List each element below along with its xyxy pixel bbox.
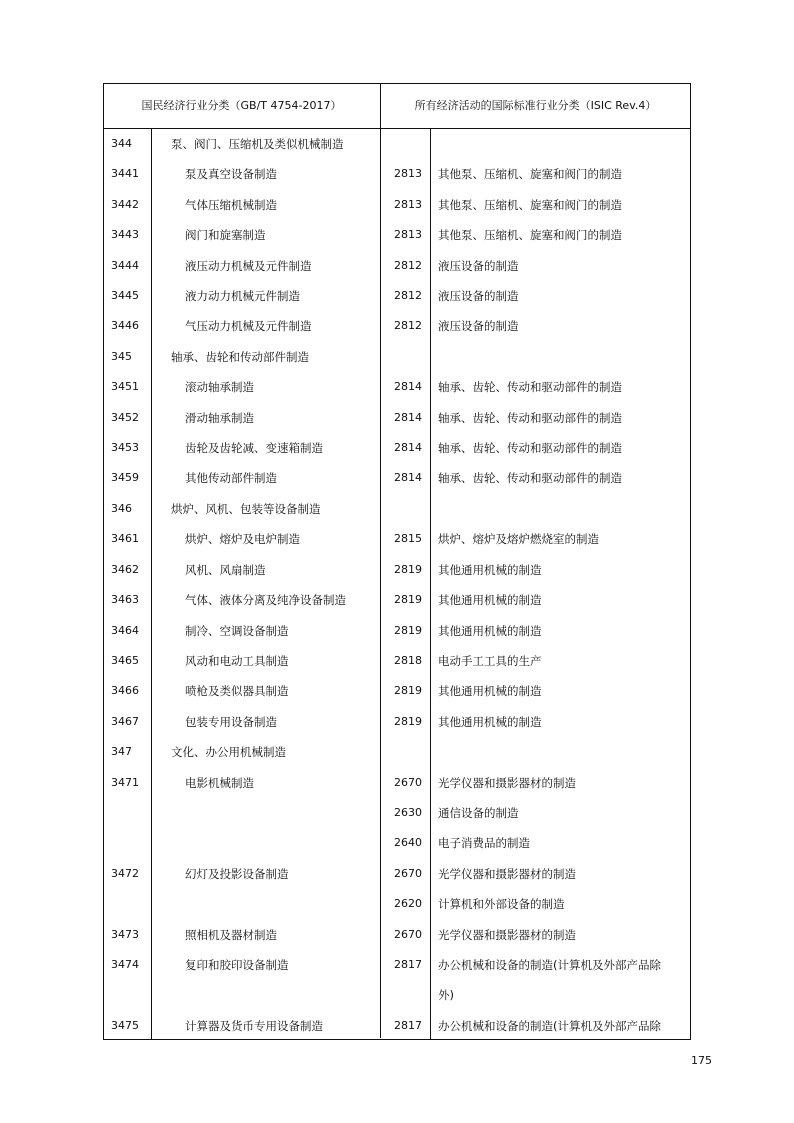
isic-name: 液压设备的制造 <box>438 289 519 304</box>
gb-name: 齿轮及齿轮减、变速箱制造 <box>185 441 323 456</box>
table-row <box>103 494 691 524</box>
isic-code: 2817 <box>394 1018 423 1032</box>
isic-name: 其他通用机械的制造 <box>438 593 542 608</box>
table-row <box>103 372 691 402</box>
table-row <box>103 920 691 950</box>
gb-code: 3472 <box>111 866 139 880</box>
page-number: 175 <box>691 1054 712 1067</box>
gb-name: 滑动轴承制造 <box>185 410 254 425</box>
table-row <box>103 768 691 798</box>
gb-code: 3451 <box>111 380 139 394</box>
isic-name: 其他通用机械的制造 <box>438 684 542 699</box>
table-header <box>103 83 691 129</box>
gb-code: 3453 <box>111 441 139 455</box>
gb-name: 烘炉、熔炉及电炉制造 <box>185 532 300 547</box>
table-row <box>103 707 691 737</box>
isic-name: 光学仪器和摄影器材的制造 <box>438 866 577 881</box>
isic-code: 2630 <box>394 805 423 819</box>
isic-code: 2814 <box>394 441 423 455</box>
table-row <box>103 524 691 554</box>
isic-name <box>430 342 691 372</box>
gb-code: 3474 <box>111 957 139 971</box>
table-row <box>103 980 691 1010</box>
table-row <box>103 311 691 341</box>
table-row <box>103 159 691 189</box>
gb-name: 幻灯及投影设备制造 <box>185 866 289 881</box>
table-row <box>103 798 691 828</box>
gb-code <box>103 828 151 858</box>
table-body <box>103 129 691 1042</box>
table-row <box>103 129 691 160</box>
isic-code <box>380 980 430 1010</box>
table-row <box>103 190 691 220</box>
gb-name: 液力动力机械元件制造 <box>185 289 300 304</box>
gb-code: 3459 <box>111 471 139 485</box>
isic-name: 其他通用机械的制造 <box>438 562 542 577</box>
gb-name: 照相机及器材制造 <box>185 927 277 942</box>
isic-code: 2640 <box>394 836 423 850</box>
table-row <box>103 828 691 858</box>
gb-name: 计算器及货币专用设备制造 <box>185 1018 323 1033</box>
isic-name: 其他通用机械的制造 <box>438 623 542 638</box>
header-right: 所有经济活动的国际标准行业分类（ISIC Rev.4） <box>380 83 691 129</box>
isic-name: 其他通用机械的制造 <box>438 714 542 729</box>
gb-code <box>103 980 151 1010</box>
isic-code: 2818 <box>394 653 423 667</box>
gb-code: 3466 <box>111 684 139 698</box>
table-row <box>103 859 691 889</box>
isic-name: 计算机和外部设备的制造 <box>438 897 565 912</box>
isic-name: 轴承、齿轮、传动和驱动部件的制造 <box>438 410 623 425</box>
gb-code: 347 <box>111 745 132 759</box>
gb-code: 3473 <box>111 927 139 941</box>
gb-code: 3463 <box>111 593 139 607</box>
isic-name: 轴承、齿轮、传动和驱动部件的制造 <box>438 471 623 486</box>
table-row <box>103 220 691 250</box>
isic-name: 通信设备的制造 <box>438 805 519 820</box>
gb-code: 3462 <box>111 562 139 576</box>
isic-code: 2814 <box>394 380 423 394</box>
table-row <box>103 342 691 372</box>
gb-code: 3452 <box>111 410 139 424</box>
gb-code: 3475 <box>111 1018 139 1032</box>
gb-name: 泵、阀门、压缩机及类似机械制造 <box>171 137 344 151</box>
table-row <box>103 737 691 767</box>
isic-name: 其他泵、压缩机、旋塞和阀门的制造 <box>438 167 623 182</box>
isic-name <box>430 494 691 524</box>
isic-name: 光学仪器和摄影器材的制造 <box>438 775 577 790</box>
gb-name: 气体、液体分离及纯净设备制造 <box>185 593 346 608</box>
header-left: 国民经济行业分类（GB/T 4754-2017） <box>103 83 380 129</box>
isic-name: 轴承、齿轮、传动和驱动部件的制造 <box>438 441 623 456</box>
gb-name: 滚动轴承制造 <box>185 380 254 395</box>
classification-table <box>103 83 691 1041</box>
gb-name <box>151 798 380 828</box>
isic-name <box>430 737 691 767</box>
isic-name: 液压设备的制造 <box>438 319 519 334</box>
gb-name: 烘炉、风机、包装等设备制造 <box>171 501 321 516</box>
gb-name <box>151 889 380 919</box>
table-row <box>103 433 691 463</box>
table-row <box>103 585 691 615</box>
gb-code: 3465 <box>111 653 139 667</box>
gb-code: 3464 <box>111 623 139 637</box>
table-row <box>103 950 691 980</box>
table-row <box>103 1011 691 1041</box>
gb-name: 气压动力机械及元件制造 <box>185 319 312 334</box>
isic-name: 烘炉、熔炉及熔炉燃烧室的制造 <box>438 532 600 547</box>
gb-code: 3444 <box>111 258 139 272</box>
isic-code: 2670 <box>394 866 423 880</box>
gb-name: 泵及真空设备制造 <box>185 167 277 182</box>
gb-code: 3446 <box>111 319 139 333</box>
gb-code: 3442 <box>111 197 139 211</box>
gb-name: 其他传动部件制造 <box>185 471 277 486</box>
table-row <box>103 251 691 281</box>
table-row <box>103 616 691 646</box>
isic-code: 2813 <box>394 197 423 211</box>
isic-name: 电子消费品的制造 <box>438 836 531 851</box>
gb-name: 包装专用设备制造 <box>185 714 277 729</box>
isic-name: 其他泵、压缩机、旋塞和阀门的制造 <box>438 228 623 243</box>
isic-code: 2817 <box>394 957 423 971</box>
isic-name: 轴承、齿轮、传动和驱动部件的制造 <box>438 380 623 395</box>
gb-code: 3467 <box>111 714 139 728</box>
gb-name <box>151 828 380 858</box>
isic-code: 2812 <box>394 319 423 333</box>
gb-name: 轴承、齿轮和传动部件制造 <box>171 349 309 364</box>
gb-name: 电影机械制造 <box>185 775 254 790</box>
gb-code: 3461 <box>111 532 139 546</box>
gb-code: 3471 <box>111 775 139 789</box>
gb-name: 液压动力机械及元件制造 <box>185 258 312 273</box>
gb-name: 复印和胶印设备制造 <box>185 957 289 972</box>
isic-code <box>380 129 430 160</box>
isic-code: 2670 <box>394 775 423 789</box>
gb-name: 气体压缩机械制造 <box>185 197 277 212</box>
gb-name: 阀门和旋塞制造 <box>185 228 266 243</box>
isic-code: 2813 <box>394 228 423 242</box>
isic-name: 电动手工工具的生产 <box>438 653 542 668</box>
isic-code: 2812 <box>394 258 423 272</box>
isic-name: 外) <box>438 988 455 1003</box>
isic-code: 2813 <box>394 167 423 181</box>
isic-code <box>380 737 430 767</box>
table-row <box>103 403 691 433</box>
table-row <box>103 646 691 676</box>
isic-code <box>380 494 430 524</box>
table-row <box>103 463 691 493</box>
gb-code: 346 <box>111 501 132 515</box>
isic-code: 2670 <box>394 927 423 941</box>
gb-name: 风动和电动工具制造 <box>185 653 289 668</box>
table-row <box>103 555 691 585</box>
gb-code <box>103 889 151 919</box>
gb-name: 喷枪及类似器具制造 <box>185 684 289 699</box>
gb-name <box>151 980 380 1010</box>
gb-code: 3443 <box>111 228 139 242</box>
gb-code <box>103 798 151 828</box>
gb-code: 344 <box>111 137 132 150</box>
table-row <box>103 676 691 706</box>
isic-name: 办公机械和设备的制造(计算机及外部产品除 <box>438 1018 661 1033</box>
isic-code: 2819 <box>394 684 423 698</box>
isic-code: 2815 <box>394 532 423 546</box>
isic-code: 2814 <box>394 410 423 424</box>
gb-code: 3441 <box>111 167 139 181</box>
gb-code: 3445 <box>111 289 139 303</box>
isic-name: 其他泵、压缩机、旋塞和阀门的制造 <box>438 197 623 212</box>
gb-name: 制冷、空调设备制造 <box>185 623 289 638</box>
isic-name: 光学仪器和摄影器材的制造 <box>438 927 577 942</box>
table-row <box>103 889 691 919</box>
isic-name: 办公机械和设备的制造(计算机及外部产品除 <box>438 957 661 972</box>
gb-name: 风机、风扇制造 <box>185 562 266 577</box>
isic-code: 2819 <box>394 562 423 576</box>
isic-code: 2814 <box>394 471 423 485</box>
gb-code: 345 <box>111 349 132 363</box>
isic-code: 2819 <box>394 623 423 637</box>
isic-name <box>430 129 691 160</box>
isic-code: 2819 <box>394 593 423 607</box>
isic-code <box>380 342 430 372</box>
table-row <box>103 281 691 311</box>
isic-code: 2620 <box>394 897 423 911</box>
isic-code: 2819 <box>394 714 423 728</box>
isic-name: 液压设备的制造 <box>438 258 519 273</box>
gb-name: 文化、办公用机械制造 <box>171 745 286 760</box>
isic-code: 2812 <box>394 289 423 303</box>
